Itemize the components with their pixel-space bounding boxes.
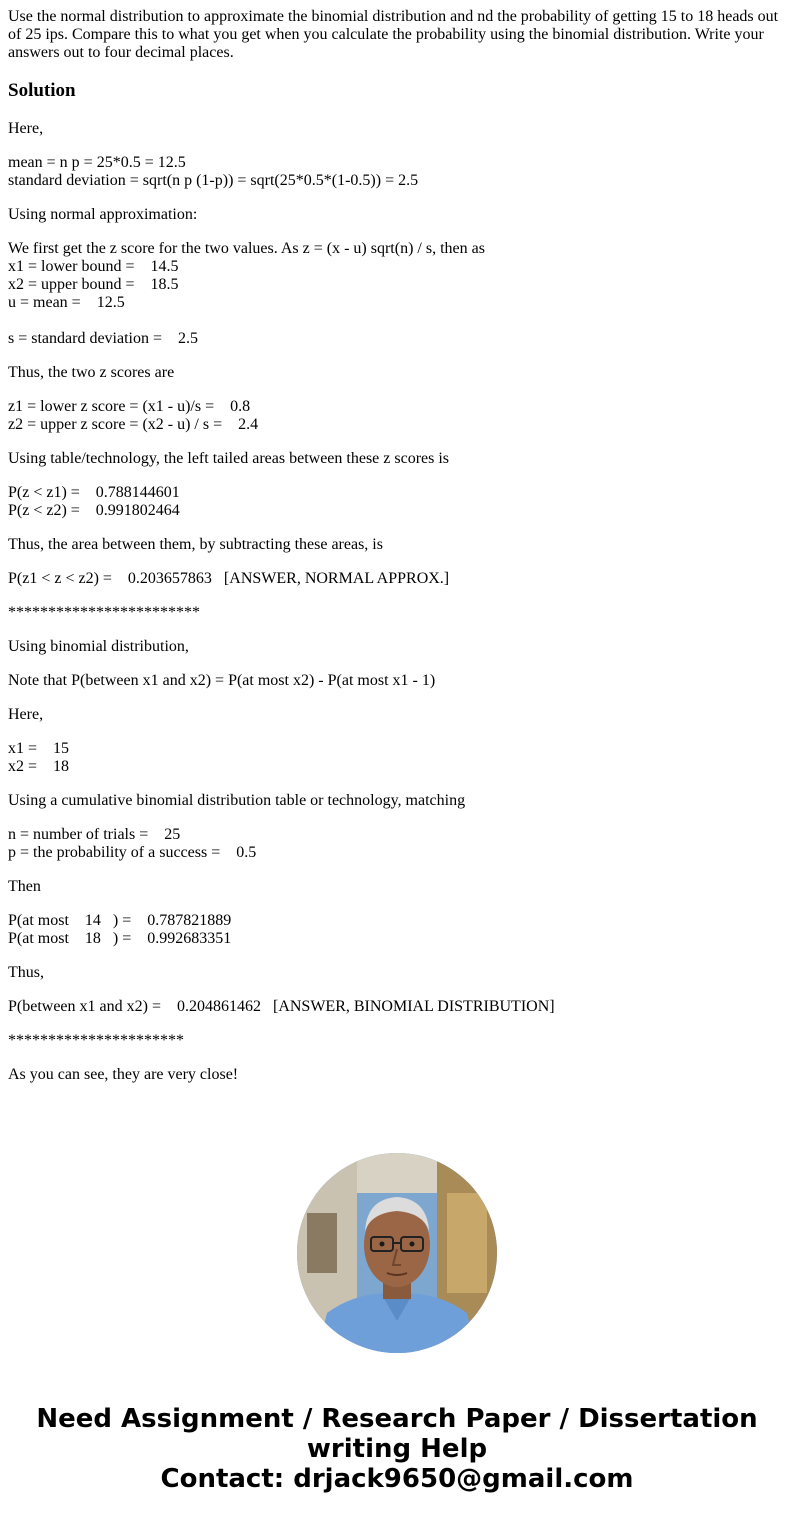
- separator-stars: ************************: [8, 604, 200, 621]
- pz2-line: P(z < z2) = 0.991802464: [8, 502, 180, 519]
- binomial-heading: Using binomial distribution,: [8, 638, 189, 655]
- footer-line-2: writing Help: [306, 1434, 488, 1464]
- zscore-intro: We first get the z score for the two values. As z = (x - u) sqrt(n) / s, then as: [8, 240, 485, 257]
- blank-line: [8, 312, 786, 330]
- closing-text: As you can see, they are very close!: [8, 1066, 239, 1083]
- here-text: Here,: [8, 706, 44, 723]
- z2-line: z2 = upper z score = (x2 - u) / s = 2.4: [8, 416, 259, 433]
- footer-contact: Contact: drjack9650@gmail.com: [160, 1464, 634, 1494]
- left-tail-block: [8, 484, 786, 520]
- params-block: [8, 826, 786, 862]
- pat14-line: P(at most 14 ) = 0.787821889: [8, 912, 232, 929]
- subtract-text: Thus, the area between them, by subtracting these areas, is: [8, 536, 383, 553]
- p-line: p = the probability of a success = 0.5: [8, 844, 257, 861]
- n-line: n = number of trials = 25: [8, 826, 181, 843]
- zscore-block: [8, 240, 786, 348]
- solution-heading: Solution: [8, 80, 76, 101]
- pat18-line: P(at most 18 ) = 0.992683351: [8, 930, 232, 947]
- normal-approx-heading: Using normal approximation:: [8, 206, 198, 223]
- author-photo: [297, 1153, 497, 1353]
- then-text: Then: [8, 878, 41, 895]
- table-text: Using table/technology, the left tailed areas between these z scores is: [8, 450, 450, 467]
- binomial-x-block: [8, 740, 786, 776]
- x2-line: x2 = upper bound = 18.5: [8, 276, 179, 293]
- footer-banner: [0, 1404, 794, 1494]
- solution-document: [8, 8, 786, 1100]
- x1-line: x1 = lower bound = 14.5: [8, 258, 179, 275]
- intro-here: Here,: [8, 120, 44, 137]
- normal-answer: P(z1 < z < z2) = 0.203657863 [ANSWER, NORMAL APPROX.]: [8, 570, 450, 587]
- mean-line: mean = n p = 25*0.5 = 12.5: [8, 154, 186, 171]
- separator-stars: **********************: [8, 1032, 184, 1049]
- bx2-line: x2 = 18: [8, 758, 70, 775]
- u-line: u = mean = 12.5: [8, 294, 125, 311]
- question-text: Use the normal distribution to approximate the binomial distribution and nd the probability of getting 15 to 18 heads out of 25 ips. Compare this to what you get when you calculate the probability using the binomial distribution. Write your answers out to four decimal places.: [8, 8, 779, 61]
- s-line: s = standard deviation = 2.5: [8, 330, 199, 347]
- bx1-line: x1 = 15: [8, 740, 70, 757]
- note-text: Note that P(between x1 and x2) = P(at most x2) - P(at most x1 - 1): [8, 672, 436, 689]
- sd-line: standard deviation = sqrt(n p (1-p)) = sqrt(25*0.5*(1-0.5)) = 2.5: [8, 172, 419, 189]
- stats-block: [8, 154, 786, 190]
- pz1-line: P(z < z1) = 0.788144601: [8, 484, 180, 501]
- two-z-scores-text: Thus, the two z scores are: [8, 364, 175, 381]
- thus-text: Thus,: [8, 964, 44, 981]
- z-values-block: [8, 398, 786, 434]
- binomial-answer: P(between x1 and x2) = 0.204861462 [ANSWER, BINOMIAL DISTRIBUTION]: [8, 998, 555, 1015]
- z1-line: z1 = lower z score = (x1 - u)/s = 0.8: [8, 398, 251, 415]
- footer-line-1: Need Assignment / Research Paper / Dissertation: [36, 1404, 758, 1434]
- cumulative-text: Using a cumulative binomial distribution table or technology, matching: [8, 792, 466, 809]
- cumulative-values-block: [8, 912, 786, 948]
